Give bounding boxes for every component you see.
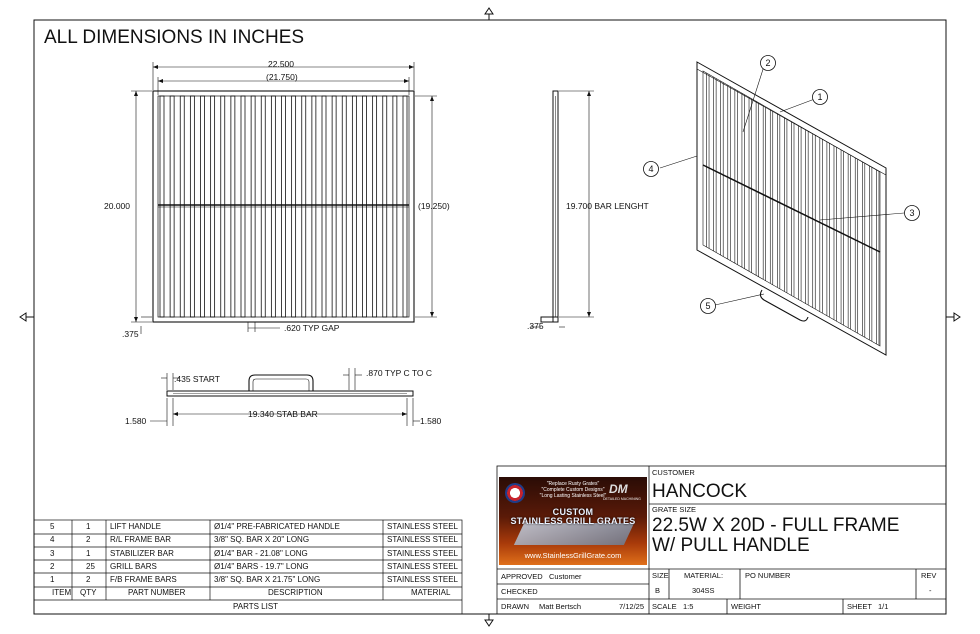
- sheet-title: ALL DIMENSIONS IN INCHES: [44, 27, 305, 48]
- grill-bar: [302, 96, 306, 317]
- dim-frame-thickness: .375: [122, 329, 139, 339]
- grill-bar: [170, 96, 174, 317]
- balloon-label-3: 3: [909, 208, 915, 218]
- logo-url: www.StainlessGrillGrate.com: [524, 551, 622, 560]
- scale-value: 1:5: [683, 602, 694, 611]
- parts-cell-part: R/L FRAME BAR: [110, 535, 172, 545]
- grill-bar: [342, 96, 346, 317]
- approved-label: APPROVED: [501, 572, 543, 581]
- weight-label: WEIGHT: [731, 602, 761, 611]
- parts-cell-item: 2: [50, 561, 55, 571]
- grate-size-label: GRATE SIZE: [652, 505, 697, 514]
- logo-tagline-3: "Long Lasting Stainless Steel": [539, 493, 607, 499]
- logo-tagline-2: "Complete Custom Designs": [541, 487, 605, 493]
- grill-bar: [393, 96, 397, 317]
- grill-bar: [292, 96, 296, 317]
- grill-bar: [312, 96, 316, 317]
- size-label: SIZE: [652, 571, 669, 580]
- customer-label: CUSTOMER: [652, 468, 695, 477]
- drawn-date: 7/12/25: [619, 602, 645, 611]
- front-grill-bars: [160, 96, 407, 317]
- parts-header-description: DESCRIPTION: [268, 588, 323, 597]
- grill-bar: [261, 96, 265, 317]
- parts-cell-qty: 1: [86, 522, 91, 531]
- company-logo: [499, 477, 647, 565]
- sheet-value: 1/1: [878, 602, 889, 611]
- checked-label: CHECKED: [501, 587, 538, 596]
- grill-bar: [160, 96, 164, 317]
- dim-overall-width: 22.500: [268, 59, 294, 69]
- grill-bar: [271, 96, 275, 317]
- drawn-label: DRAWN: [501, 602, 530, 611]
- rev-value: -: [929, 586, 932, 595]
- dim-inner-width: (21.750): [266, 72, 298, 82]
- front-view: [153, 91, 414, 322]
- balloon-label-1: 1: [817, 92, 823, 102]
- parts-cell-mat: STAINLESS STEEL: [387, 548, 458, 558]
- parts-header-material: MATERIAL: [411, 588, 451, 597]
- grill-bar: [332, 96, 336, 317]
- dim-inner-height: (19.250): [418, 201, 450, 211]
- parts-cell-mat: STAINLESS STEEL: [387, 535, 458, 545]
- parts-cell-qty: 2: [86, 535, 91, 545]
- grill-bar: [190, 96, 194, 317]
- parts-cell-item: 5: [50, 522, 55, 531]
- grill-bar: [352, 96, 356, 317]
- sheet-label: SHEET: [847, 602, 873, 611]
- grill-bar: [403, 96, 407, 317]
- logo-brand-line-2: STAINLESS GRILL GRATES: [510, 516, 636, 527]
- grill-bar: [251, 96, 255, 317]
- dim-bar-length: 19.700 BAR LENGHT: [566, 201, 649, 211]
- dim-typ-gap: .620 TYP GAP: [284, 323, 340, 333]
- dim-right-offset: 1.580: [420, 416, 442, 426]
- size-value: B: [655, 586, 661, 595]
- parts-cell-desc: 3/8" SQ. BAR X 21.75" LONG: [214, 575, 321, 585]
- parts-cell-item: 1: [50, 575, 55, 585]
- parts-cell-part: GRILL BARS: [110, 561, 157, 571]
- parts-cell-qty: 2: [86, 575, 91, 585]
- material-value: 304SS: [692, 586, 715, 595]
- dm-logo-subtitle: DETAILED MACHINING: [603, 497, 641, 501]
- parts-cell-desc: Ø1/4" BARS - 19.7" LONG: [214, 561, 309, 571]
- parts-header-item: ITEM: [52, 588, 72, 597]
- dim-start: .435 START: [174, 374, 220, 384]
- parts-cell-mat: STAINLESS STEEL: [387, 522, 458, 531]
- balloon-label-4: 4: [648, 164, 654, 174]
- dim-side-thickness: .375: [527, 321, 544, 331]
- customer-name: HANCOCK: [652, 481, 748, 502]
- dm-logo: DM: [609, 482, 628, 496]
- parts-list-title: PARTS LIST: [233, 602, 279, 611]
- dim-handle-spacing: .870 TYP C TO C: [366, 368, 432, 378]
- balloon-label-5: 5: [705, 301, 711, 311]
- parts-header-part-number: PART NUMBER: [128, 588, 186, 597]
- logo-brand: [499, 508, 647, 527]
- parts-cell-qty: 25: [86, 561, 95, 571]
- balloon-label-2: 2: [765, 58, 771, 68]
- parts-cell-part: LIFT HANDLE: [110, 522, 161, 531]
- grill-bar: [231, 96, 235, 317]
- grill-bar: [211, 96, 215, 317]
- callout-balloons: [644, 56, 920, 314]
- parts-cell-item: 3: [50, 548, 55, 558]
- parts-cell-desc: Ø1/4" BAR - 21.08" LONG: [214, 548, 308, 558]
- grill-bar: [241, 96, 245, 317]
- parts-cell-mat: STAINLESS STEEL: [387, 575, 458, 585]
- parts-cell-desc: 3/8" SQ. BAR X 20" LONG: [214, 535, 310, 545]
- grill-bar: [322, 96, 326, 317]
- dim-stab-bar: 19.340 STAB BAR: [248, 409, 318, 419]
- parts-cell-part: F/B FRAME BARS: [110, 575, 177, 585]
- grill-bar: [221, 96, 225, 317]
- grate-size-line-1: 22.5W X 20D - FULL FRAME: [652, 515, 900, 536]
- grill-bar: [373, 96, 377, 317]
- parts-cell-item: 4: [50, 535, 55, 545]
- grill-bar: [282, 96, 286, 317]
- rev-label: REV: [921, 571, 937, 580]
- logo-brand-line-1: CUSTOM: [552, 507, 594, 517]
- scale-label: SCALE: [652, 602, 677, 611]
- approved-value: Customer: [549, 572, 582, 581]
- parts-cell-mat: STAINLESS STEEL: [387, 561, 458, 571]
- parts-header-qty: QTY: [80, 588, 97, 597]
- grill-bar: [363, 96, 367, 317]
- grill-bar: [180, 96, 184, 317]
- grate-size-line-2: W/ PULL HANDLE: [652, 535, 810, 556]
- drawn-by: Matt Bertsch: [539, 602, 582, 611]
- po-number-label: PO NUMBER: [745, 571, 791, 580]
- grill-bar: [201, 96, 205, 317]
- logo-tagline-1: "Replace Rusty Grates": [546, 481, 600, 487]
- grill-bar: [383, 96, 387, 317]
- parts-cell-desc: Ø1/4" PRE-FABRICATED HANDLE: [214, 522, 340, 531]
- dim-left-offset: 1.580: [125, 416, 147, 426]
- parts-cell-qty: 1: [86, 548, 91, 558]
- material-label: MATERIAL:: [684, 571, 724, 580]
- dim-overall-height: 20.000: [104, 201, 130, 211]
- parts-cell-part: STABILIZER BAR: [110, 548, 174, 558]
